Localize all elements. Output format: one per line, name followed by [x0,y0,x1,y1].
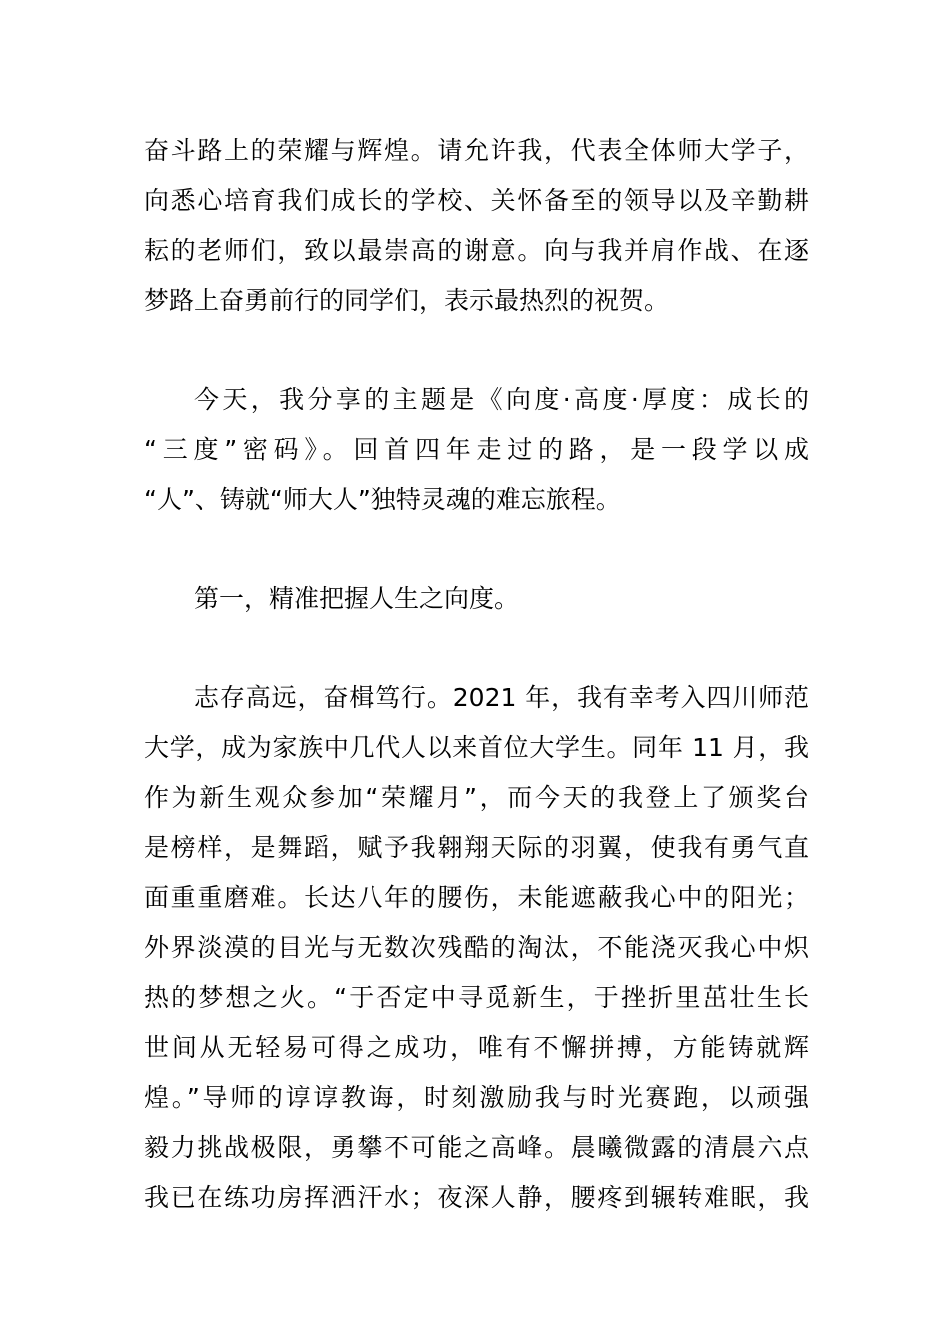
text-line: 煌。”导师的谆谆教诲，时刻激励我与时光赛跑，以顽强 [144,1083,809,1112]
text-line: 奋斗路上的荣耀与辉煌。请允许我，代表全体师大学子， [144,136,809,165]
text-line: 我已在练功房挥洒汗水；夜深人静，腰疼到辗转难眠，我 [144,1183,809,1212]
text-line: 外界淡漠的目光与无数次残酷的淘汰，不能浇灭我心中炽 [144,933,809,962]
section-heading: 第一，精准把握人生之向度。 [194,584,520,613]
text-line: “三度”密码》。回首四年走过的路，是一段学以成 [144,435,809,464]
text-line: 大学，成为家族中几代人以来首位大学生。同年 11 月，我 [144,733,809,762]
text-line: 梦路上奋勇前行的同学们，表示最热烈的祝贺。 [144,286,670,315]
text-line: “人”、铸就“师大人”独特灵魂的难忘旅程。 [144,485,621,514]
text-line: 毅力挑战极限，勇攀不可能之高峰。晨曦微露的清晨六点 [144,1133,809,1162]
text-line: 志存高远，奋楫笃行。2021 年，我有幸考入四川师范 [194,683,809,712]
text-line: 世间从无轻易可得之成功，唯有不懈拼搏，方能铸就辉 [144,1033,809,1062]
text-line: 今天，我分享的主题是《向度·高度·厚度：成长的 [194,385,809,414]
text-line: 是榜样，是舞蹈，赋予我翱翔天际的羽翼，使我有勇气直 [144,833,809,862]
text-line: 耘的老师们，致以最崇高的谢意。向与我并肩作战、在逐 [144,236,809,265]
text-line: 作为新生观众参加“荣耀月”，而今天的我登上了颁奖台 [144,783,809,812]
text-line: 面重重磨难。长达八年的腰伤，未能遮蔽我心中的阳光； [144,883,809,912]
text-line: 向悉心培育我们成长的学校、关怀备至的领导以及辛勤耕 [144,186,809,215]
text-line: 热的梦想之火。“于否定中寻觅新生，于挫折里茁壮生长 [144,983,809,1012]
